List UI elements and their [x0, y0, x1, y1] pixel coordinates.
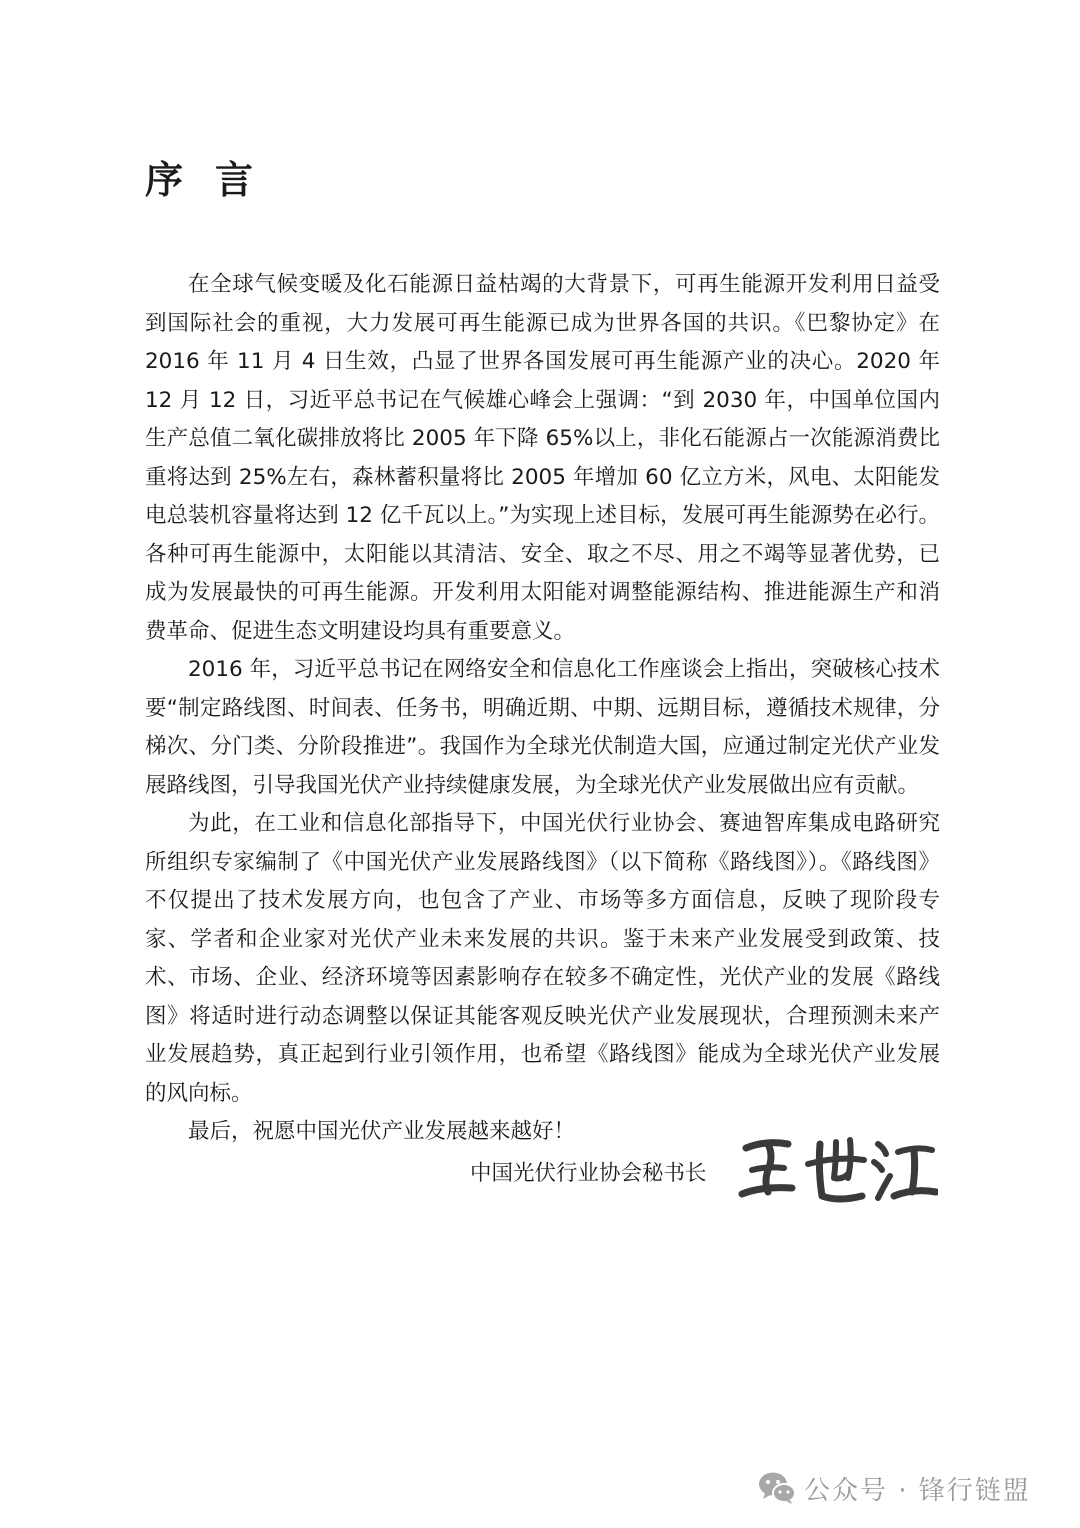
signature-block — [470, 1130, 950, 1220]
page-title: 序言 — [145, 158, 286, 202]
paragraph: 最后，祝愿中国光伏产业发展越来越好！ — [188, 1119, 576, 1144]
wechat-icon — [758, 1471, 796, 1505]
preface-body — [145, 266, 940, 1152]
paragraph: 2016 年，习近平总书记在网络安全和信息化工作座谈会上指出，突破核心技术要“制定路线图、时间表、任务书，明确近期、中期、远期目标，遵循技术规律，分梯次、分门类、分阶段推进”。我国作为全球光伏制造大国，应通过制定光伏产业发展路线图，引导我国光伏产业持续健康发展，为全球光伏产业发展做出应有贡献。 — [145, 657, 940, 798]
paragraph: 在全球气候变暖及化石能源日益枯竭的大背景下，可再生能源开发利用日益受到国际社会的重视，大力发展可再生能源已成为世界各国的共识。《巴黎协定》在2016 年 11 月 4 日生效，凸显了世界各国发展可再生能源产业的决心。2020 年 12 月 12 日，习近平总书记在气候雄心峰会上强调：“到 2030 年，中国单位国内生产总值二氧化碳排放将比 2005 年下降 65%以上，非化石能源占一次能源消费比重将达到 25%左右，森林蓄积量将比 2005 年增加 60 亿立方米，风电、太阳能发电总装机容量将达到 12 亿千瓦以上。”为实现上述目标，发展可再生能源势在必行。各种可再生能源中，太阳能以其清洁、安全、取之不尽、用之不竭等显著优势，已成为发展最快的可再生能源。开发利用太阳能对调整能源结构、推进能源生产和消费革命、促进生态文明建设均具有重要意义。 — [145, 272, 940, 644]
paragraph: 为此，在工业和信息化部指导下，中国光伏行业协会、赛迪智库集成电路研究所组织专家编制了《中国光伏产业发展路线图》（以下简称《路线图》）。《路线图》不仅提出了技术发展方向，也包含了产业、市场等多方面信息，反映了现阶段专家、学者和企业家对光伏产业未来发展的共识。鉴于未来产业发展受到政策、技术、市场、企业、经济环境等因素影响存在较多不确定性，光伏产业的发展《路线图》将适时进行动态调整以保证其能客观反映光伏产业发展现状，合理预测未来产业发展趋势，真正起到行业引领作用，也希望《路线图》能成为全球光伏产业发展的风向标。 — [145, 811, 940, 1106]
handwritten-signature — [738, 1130, 938, 1212]
watermark-text: 公众号 · 锋行链盟 — [804, 1475, 1031, 1506]
watermark — [758, 1468, 1031, 1508]
signature-title: 中国光伏行业协会秘书长 — [470, 1161, 707, 1186]
